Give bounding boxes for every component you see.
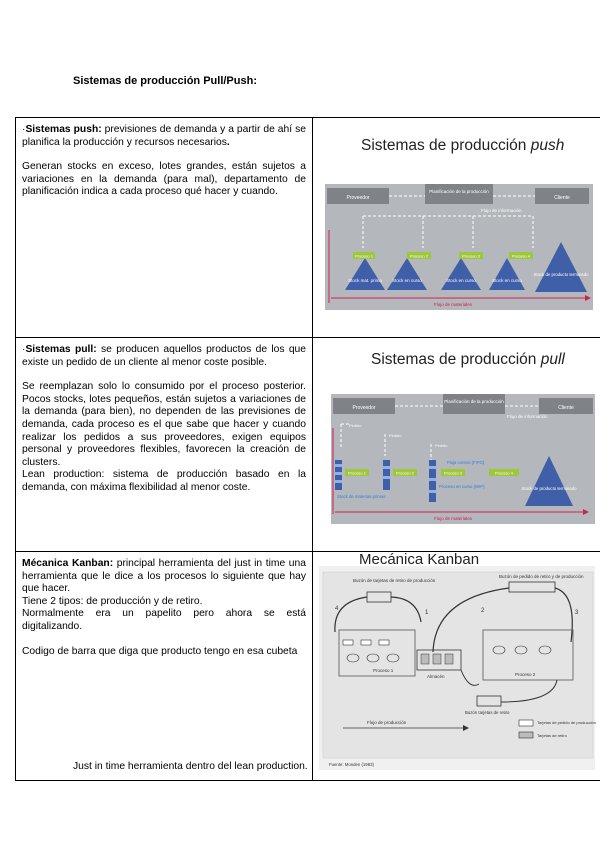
footer-note: Just in time herramienta dentro del lean production. <box>73 761 308 772</box>
pull-flujo-control-label: Flujo control (FIFO) <box>447 460 485 465</box>
content-table <box>15 117 600 781</box>
push-stock-curso-3-label: Stock en curso <box>492 278 522 283</box>
push-planificacion-box <box>425 184 493 204</box>
push-text-cell: ·Sistemas push: previsiones de demanda y a partir de ahí se planifica la producción y recursos necesarios. Generan stocks en exceso, lotes grandes, están sujetos a variaciones en la demanda (para mal), departamento de planificación indica a cada proceso qué hacer y cuando. <box>16 118 313 338</box>
pull-proceso-2-label: Proceso 2 <box>395 470 415 476</box>
pull-diagram <box>313 338 600 545</box>
pull-stock-terminado-label: Stock de producto terminado <box>521 486 577 491</box>
push-heading: Sistemas push: <box>25 124 102 135</box>
pull-flujo-mat-label: Flujo de materiales <box>433 516 473 521</box>
push-stock-mat-label: Stock mat. prima <box>348 278 382 283</box>
pull-stock-mat-label: Stock de materias primas <box>337 494 386 499</box>
pull-figure-title: Sistemas de producción pull <box>371 351 565 368</box>
kanban-proceso-2-label: Proceso 2 <box>515 672 536 677</box>
kanban-figure-cell <box>313 552 600 781</box>
pull-pedido-3-label: Pedido <box>435 443 448 448</box>
push-stock-terminado-label: Stock de producto terminado <box>533 272 589 277</box>
pull-pedido-2-label: Pedido <box>389 433 402 438</box>
kanban-line-1: Tiene 2 tipos: de producción y de retiro. <box>22 595 203 607</box>
pull-lead: se producen aquellos productos de los que existe un pedido de un cliente al menor coste posible. <box>22 344 307 368</box>
kanban-buzon-retiro-label: Buzón de tarjetas de retiro de producción <box>353 578 436 583</box>
push-body: Generan stocks en exceso, lotes grandes, están sujetos a variaciones en la demanda (para mal), departamento de planificación indica a cada proceso qué hacer y cuando. <box>22 161 306 198</box>
table-row <box>16 552 600 781</box>
push-flujo-info-label: Flujo de información <box>481 208 522 213</box>
push-proceso-3-label: Proceso 3 <box>461 253 481 259</box>
kanban-text-cell <box>16 552 313 781</box>
pull-proceso-4-label: Proceso 4 <box>494 470 514 476</box>
push-stock-curso-1-label: Stock en curso <box>392 278 422 283</box>
pull-cliente-label: Cliente <box>558 405 574 411</box>
pull-planificacion-label: Planificación de la producción <box>444 399 504 404</box>
page-title: Sistemas de producción Pull/Push: <box>73 75 257 87</box>
kanban-diagram <box>313 552 600 774</box>
kanban-num-2: 2 <box>481 608 485 614</box>
pull-proceso-curso-label: Proceso en curso (WIP) <box>439 484 485 489</box>
push-proceso-2-label: Proceso 2 <box>409 253 429 259</box>
kanban-almacen-label: Almacén <box>427 674 445 679</box>
push-proceso-4-label: Proceso 4 <box>511 253 531 259</box>
kanban-flujo-produccion-label: Flujo de producción <box>367 720 407 725</box>
pull-extra: Lean production: sistema de producción basado en la demanda, con máxima flexibilidad al menor coste. <box>22 469 306 493</box>
push-planificacion-label: Planificación de la producción <box>429 189 489 194</box>
kanban-body: Codigo de barra que diga que producto tengo en esa cubeta <box>22 645 298 657</box>
kanban-leyenda-2: Tarjetas de retiro <box>537 733 567 738</box>
kanban-leyenda-1: Tarjetas de pedido de producción <box>537 720 596 725</box>
kanban-buzon-tarjetas-label: Buzón tarjetas de retiro <box>465 710 510 715</box>
pull-text-cell: ·Sistemas pull: se producen aquellos productos de los que existe un pedido de un cliente al menor coste posible. Se reemplazan solo lo consumido por el proceso posterior. Pocos stocks, lotes pequeños, están sujetos a variaciones de la demanda (para bien), no dependen de las previsiones de demanda, cada proceso es el que sabe que hacer y cuando realizar los pedidos a sus proveedores, exigen equipos personal y proveedores flexibles, favorecen la creación de clusters. Lean production: sistema de producción basado en la demanda, con máxima flexibilidad al menor coste. <box>16 338 313 552</box>
kanban-lead: principal herramienta del just in time una herramienta que le dice a los procesos lo siguiente que hay que hacer. <box>22 558 306 595</box>
kanban-fuente: Fuente: Monden (1983) <box>329 762 374 767</box>
pull-figure-cell <box>313 338 600 552</box>
push-diagram <box>313 118 600 331</box>
push-cliente-label: Cliente <box>554 195 570 201</box>
pull-proveedor-label: Proveedor <box>352 405 376 411</box>
kanban-num-4: 4 <box>335 606 339 612</box>
kanban-num-1: 1 <box>425 610 429 616</box>
pull-proceso-1-label: Proceso 1 <box>347 470 367 476</box>
pull-pedido-1-label: Pedido <box>349 423 362 428</box>
pull-proceso-3-label: Proceso 3 <box>443 470 463 476</box>
push-figure-cell <box>313 118 600 338</box>
kanban-heading: Mécanica Kanban: <box>22 558 114 569</box>
kanban-line-2: Normalmente era un papelito pero ahora se está digitalizando. <box>22 608 306 632</box>
pull-flujo-info-label: Flujo de información <box>507 414 548 419</box>
pull-planificacion-box <box>443 394 505 414</box>
kanban-figure-title: Mecánica Kanban <box>359 552 480 568</box>
push-flujo-mat-label: Flujo de materiales <box>433 302 473 307</box>
push-proveedor-label: Proveedor <box>346 195 370 201</box>
push-lead: previsiones de demanda y a partir de ahí se planifica la producción y recursos necesarios <box>22 124 306 148</box>
push-figure-title: Sistemas de producción push <box>361 137 565 154</box>
push-proceso-1-label: Proceso 1 <box>354 253 374 259</box>
kanban-proceso-1-label: Proceso 1 <box>373 668 394 673</box>
table-row <box>16 118 600 338</box>
pull-body: Se reemplazan solo lo consumido por el proceso posterior. Pocos stocks, lotes pequeños, están sujetos a variaciones de la demanda (para bien), no dependen de las previsiones de demanda, cada proceso es el que sabe que hacer y cuando realizar los pedidos a sus proveedores, exigen equipos personal y proveedores flexibles, favorecen la creación de clusters. <box>22 381 306 468</box>
push-stock-curso-2-label: Stock en curso <box>446 278 476 283</box>
kanban-num-3: 3 <box>575 610 579 616</box>
pull-heading: Sistemas pull: <box>25 344 97 355</box>
kanban-buzon-pedidos-label: Buzón de pedido de retiro y de producción <box>499 574 584 579</box>
table-row <box>16 338 600 552</box>
